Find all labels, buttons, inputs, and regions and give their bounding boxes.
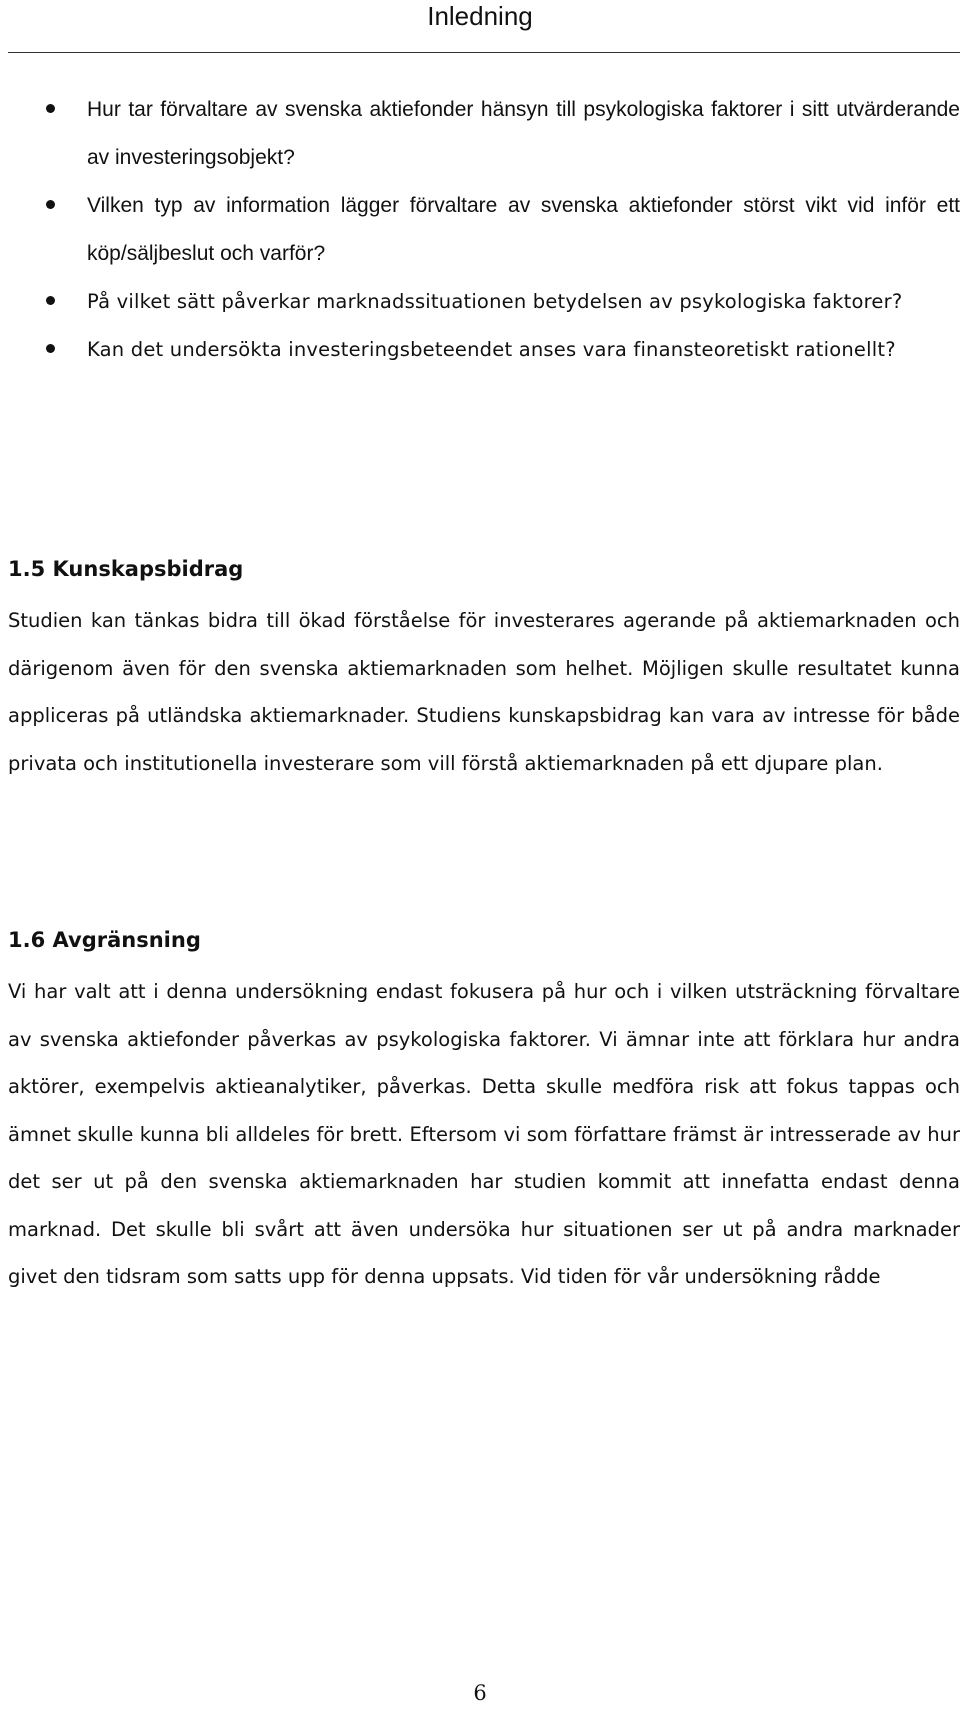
header-title: Inledning [427, 1, 533, 31]
section-paragraph: Vi har valt att i denna undersökning endast fokusera på hur och i vilken utsträckning förvaltare av svenska aktiefonder påverkas av psykologiska faktorer. Vi ämnar inte att förklara hur andra aktörer, exempelvis aktieanalytiker, påverkas. Detta skulle medföra risk att fokus tappas och ämnet skulle kunna bli alldeles för brett. Eftersom vi som författare främst är intresserade av hur det ser ut på den svenska aktiemarknaden har studien kommit att innefatta endast denna marknad. Det skulle bli svårt att även undersöka hur situationen ser ut på andra marknader givet den tidsram som satts upp för denna uppsats. Vid tiden för vår undersökning rådde [8, 980, 960, 1288]
bullet-icon [46, 296, 55, 305]
section-heading: 1.6 Avgränsning [8, 928, 201, 952]
list-item-text: Kan det undersökta investeringsbeteendet anses vara finansteoretiskt rationellt? [87, 338, 896, 361]
section-paragraph: Studien kan tänkas bidra till ökad förståelse för investerares agerande på aktiemarknaden och därigenom även för den svenska aktiemarknaden som helhet. Möjligen skulle resultatet kunna appliceras på utländska aktiemarknader. Studiens kunskapsbidrag kan vara av intresse för både privata och institutionella investerare som vill förstå aktiemarknaden på ett djupare plan. [8, 609, 960, 775]
list-item [0, 278, 960, 326]
section-kunskapsbidrag [8, 555, 960, 787]
bullet-icon [46, 344, 55, 353]
header-divider [8, 52, 960, 53]
bullet-icon [46, 104, 55, 113]
list-item-text: Hur tar förvaltare av svenska aktiefonder hänsyn till psykologiska faktorer i sitt utvärderande av investeringsobjekt? [87, 98, 960, 169]
list-item-text: Vilken typ av information lägger förvaltare av svenska aktiefonder störst vikt vid inför ett köp/säljbeslut och varför? [87, 194, 960, 265]
list-item [0, 86, 960, 182]
section-heading: 1.5 Kunskapsbidrag [8, 557, 244, 581]
bullet-icon [46, 200, 55, 209]
section-avgransning [8, 926, 960, 1301]
list-item [0, 182, 960, 278]
list-item-text: På vilket sätt påverkar marknadssituationen betydelsen av psykologiska faktorer? [87, 290, 903, 313]
list-item [0, 326, 960, 374]
page-number: 6 [473, 1681, 487, 1705]
research-questions-list [0, 86, 960, 374]
page-header [0, 0, 960, 56]
